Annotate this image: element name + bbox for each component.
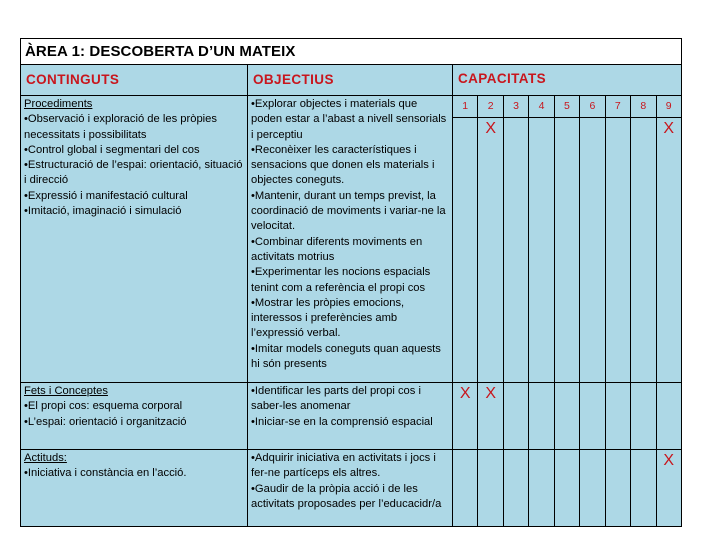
- capacitats-cell: [453, 450, 682, 526]
- capacity-mark: [529, 383, 553, 385]
- capacity-mark: [631, 118, 655, 120]
- table-row-fets-conceptes: [21, 383, 682, 450]
- curriculum-table: [20, 38, 682, 527]
- objectius-cell: [248, 450, 453, 526]
- content-item: • Observació i exploració de les pròpies necessitats i possibilitats: [24, 112, 244, 143]
- content-item: • Control global i segmentari del cos: [24, 143, 244, 158]
- objective-item: • Experimentar les nocions espacials tenint com a referència el propi cos: [251, 265, 449, 296]
- content-item: • Estructuració de l’espai: orientació, situació i direcció: [24, 158, 244, 189]
- objective-item: • Mostrar les pròpies emocions, interessos i preferències amb l’expressió verbal.: [251, 296, 449, 342]
- row-heading: Fets i Conceptes: [24, 385, 108, 397]
- capacity-mark: [606, 383, 630, 385]
- objective-item: • Imitar models coneguts quan aquests hi són presents: [251, 342, 449, 373]
- content-item: • Expressió i manifestació cultural: [24, 189, 244, 204]
- capacity-mark: [631, 450, 655, 452]
- capacitats-cell: [453, 383, 682, 449]
- continguts-cell: [21, 383, 248, 449]
- capacity-mark: [580, 383, 604, 385]
- capacitats-cell: [453, 96, 682, 382]
- capacity-mark: [606, 118, 630, 120]
- objective-item: • Reconèixer les característiques i sensacions que donen els materials i objectes coneguts.: [251, 143, 449, 189]
- capacity-mark: [555, 450, 579, 452]
- row-heading: Actituds:: [24, 452, 67, 464]
- objective-item: • Explorar objectes i materials que poden estar a l’abast a nivell sensorials i perceptiu: [251, 97, 449, 143]
- capacity-number: 7: [606, 96, 630, 118]
- capacity-mark: [453, 450, 477, 452]
- capacity-mark: [657, 383, 681, 385]
- area-title: ÀREA 1: DESCOBERTA D’UN MATEIX: [21, 39, 682, 65]
- capacity-number: 4: [529, 96, 553, 118]
- capacity-mark: [606, 450, 630, 452]
- capacity-mark: X: [485, 385, 496, 402]
- capacity-mark: [504, 383, 528, 385]
- capacity-mark: [529, 450, 553, 452]
- objective-item: • Adquirir iniciativa en activitats i jocs i fer-ne partíceps els altres.: [251, 451, 449, 482]
- capacity-mark: X: [663, 452, 675, 469]
- header-capacitats: CAPACITATS: [453, 65, 682, 95]
- capacity-mark: X: [485, 120, 496, 137]
- capacity-mark: [580, 450, 604, 452]
- capacity-mark: [555, 118, 579, 120]
- objective-item: • Gaudir de la pròpia acció i de les activitats proposades per l’educacidr/a: [251, 482, 449, 513]
- capacity-number: 2: [478, 96, 502, 118]
- content-item: • Imitació, imaginació i simulació: [24, 204, 244, 219]
- content-item: • El propi cos: esquema corporal: [24, 399, 244, 414]
- capacity-mark: [453, 118, 477, 120]
- capacity-mark: [555, 383, 579, 385]
- header-row: [21, 65, 682, 96]
- table-row-actituds: [21, 450, 682, 527]
- capacity-mark: X: [459, 385, 471, 402]
- capacity-number: 9: [657, 96, 681, 118]
- objectius-cell: [248, 383, 453, 449]
- capacity-grid: [453, 383, 681, 449]
- objective-item: • Mantenir, durant un temps previst, la coordinació de moviments i variar-ne la velocitat.: [251, 189, 449, 235]
- capacity-mark: [580, 118, 604, 120]
- header-objectius: OBJECTIUS: [248, 65, 453, 95]
- header-continguts: CONTINGUTS: [21, 65, 248, 95]
- continguts-cell: [21, 96, 248, 382]
- capacity-mark: [631, 383, 655, 385]
- row-heading: Procediments: [24, 98, 93, 110]
- objective-item: • Iniciar-se en la comprensió espacial: [251, 415, 449, 430]
- objective-item: • Identificar les parts del propi cos i saber-les anomenar: [251, 384, 449, 415]
- capacity-mark: [478, 450, 502, 452]
- content-item: • L’espai: orientació i organització: [24, 415, 244, 430]
- table-row-procediments: [21, 96, 682, 383]
- capacity-grid: [453, 450, 681, 526]
- capacity-number: 5: [555, 96, 579, 118]
- capacity-number: 8: [631, 96, 655, 118]
- capacity-number: 6: [580, 96, 604, 118]
- capacity-mark: [504, 118, 528, 120]
- objective-item: • Combinar diferents moviments en activitats motrius: [251, 235, 449, 266]
- capacity-mark: X: [663, 120, 675, 137]
- capacity-grid: [453, 96, 681, 382]
- capacity-mark: [529, 118, 553, 120]
- content-item: • Iniciativa i constància en l’acció.: [24, 466, 244, 481]
- capacity-number: 3: [504, 96, 528, 118]
- capacity-mark: [504, 450, 528, 452]
- continguts-cell: [21, 450, 248, 526]
- objectius-cell: [248, 96, 453, 382]
- capacity-number: 1: [453, 96, 477, 118]
